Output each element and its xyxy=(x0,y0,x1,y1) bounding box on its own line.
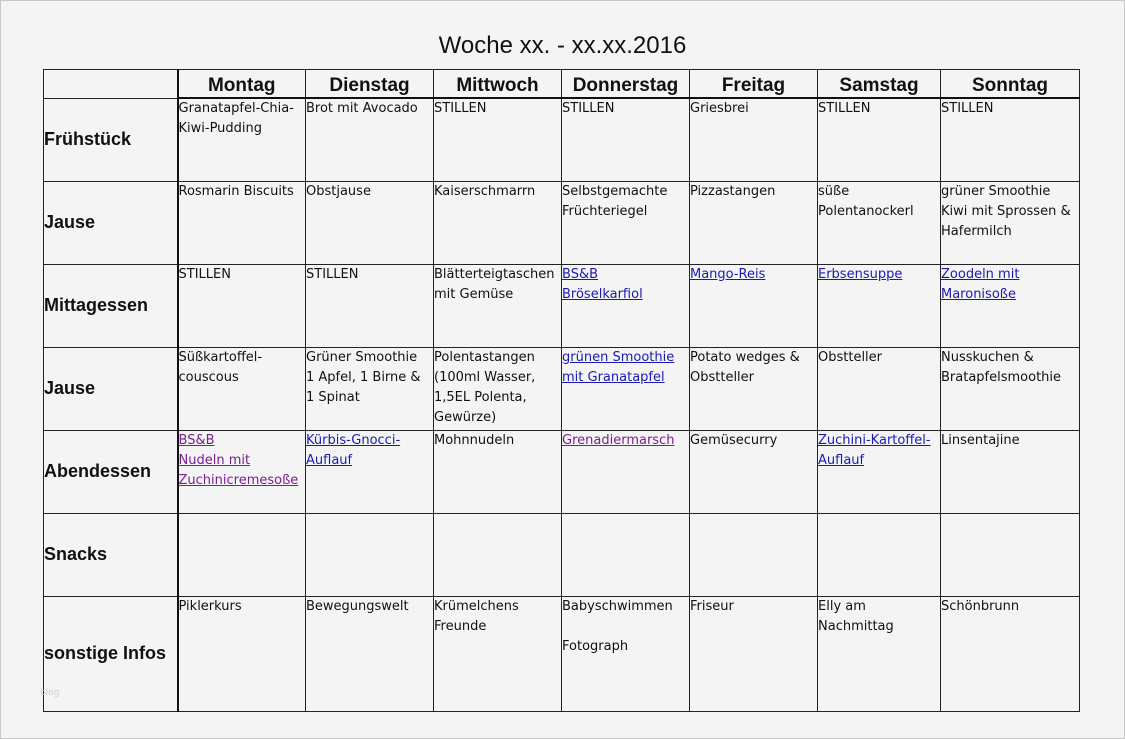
recipe-link[interactable]: grünen Smoothie mit Granatapfel xyxy=(562,349,675,385)
recipe-link[interactable]: BS&B Bröselkarfiol xyxy=(562,266,643,302)
meal-cell-sonntag xyxy=(941,596,1080,711)
meal-cell-mittwoch xyxy=(434,347,562,430)
meal-label: Jause xyxy=(44,181,178,264)
meal-cell-montag xyxy=(178,513,306,596)
meal-cell-donnerstag[interactable] xyxy=(562,264,690,347)
cell-text: Polentastangen (100ml Wasser, 1,5EL Polenta, Gewürze) xyxy=(434,349,536,425)
meal-cell-montag xyxy=(178,596,306,711)
meal-cell-montag[interactable] xyxy=(178,430,306,513)
meal-cell-mittwoch xyxy=(434,596,562,711)
meal-label: sonstige Infos xyxy=(44,596,178,711)
meal-cell-dienstag xyxy=(306,596,434,711)
cell-text: Elly am Nachmittag xyxy=(818,598,894,634)
meal-label: Jause xyxy=(44,347,178,430)
meal-cell-dienstag[interactable] xyxy=(306,430,434,513)
cell-text: Babyschwimmen Fotograph xyxy=(562,598,673,654)
cell-text: STILLEN xyxy=(818,101,871,116)
meal-cell-freitag[interactable] xyxy=(690,264,818,347)
cell-text: STILLEN xyxy=(306,266,359,282)
cell-text: Krümelchens Freunde xyxy=(434,598,519,634)
meal-cell-donnerstag[interactable] xyxy=(562,347,690,430)
page-title: Woche xx. - xx.xx.2016 xyxy=(438,32,687,59)
meal-cell-mittwoch xyxy=(434,513,562,596)
meal-cell-samstag xyxy=(818,513,941,596)
cell-text: Nusskuchen & Bratapfelsmoothie xyxy=(941,349,1062,385)
cell-text: Blätterteigtaschen mit Gemüse xyxy=(434,266,555,302)
cell-text: Granatapfel-Chia- Kiwi-Pudding xyxy=(178,101,294,136)
meal-label: Abendessen xyxy=(44,430,178,513)
meal-cell-sonntag xyxy=(941,98,1080,181)
header-row xyxy=(44,70,1080,99)
cell-text: Linsentajine xyxy=(941,432,1020,448)
cell-text: STILLEN xyxy=(562,101,615,116)
recipe-link[interactable]: Zuchini-Kartoffel- Auflauf xyxy=(818,432,931,468)
day-header-donnerstag: Donnerstag xyxy=(562,70,690,99)
meal-row xyxy=(44,430,1080,513)
weekly-meal-plan-table xyxy=(43,69,1080,712)
cell-text: Selbstgemachte Früchteriegel xyxy=(562,183,668,219)
meal-label: Snacks xyxy=(44,513,178,596)
cell-text: Pizzastangen xyxy=(690,183,776,199)
meal-row xyxy=(44,264,1080,347)
meal-cell-dienstag xyxy=(306,264,434,347)
meal-cell-samstag[interactable] xyxy=(818,430,941,513)
meal-cell-sonntag xyxy=(941,347,1080,430)
cell-text: Mohnnudeln xyxy=(434,432,515,448)
cell-text: süße Polentanockerl xyxy=(818,183,914,219)
meal-cell-sonntag xyxy=(941,181,1080,264)
cell-text: Griesbrei xyxy=(690,101,749,116)
recipe-link[interactable]: Kürbis-Gnocci- Auflauf xyxy=(306,432,401,468)
meal-cell-montag xyxy=(178,98,306,181)
meal-cell-freitag xyxy=(690,596,818,711)
meal-cell-samstag xyxy=(818,596,941,711)
meal-label: Frühstück xyxy=(44,98,178,181)
day-header-montag: Montag xyxy=(178,70,306,99)
meal-cell-montag xyxy=(178,264,306,347)
recipe-link[interactable]: Mango-Reis xyxy=(690,266,766,282)
meal-cell-freitag xyxy=(690,98,818,181)
cell-text: Obstteller xyxy=(818,349,883,365)
meal-cell-dienstag xyxy=(306,513,434,596)
cell-text: Friseur xyxy=(690,598,734,614)
meal-cell-freitag xyxy=(690,347,818,430)
cell-text: grüner Smoothie Kiwi mit Sprossen & Hafermilch xyxy=(941,183,1071,239)
meal-cell-samstag xyxy=(818,181,941,264)
meal-cell-samstag xyxy=(818,98,941,181)
meal-cell-donnerstag xyxy=(562,98,690,181)
meal-row xyxy=(44,181,1080,264)
meal-cell-samstag xyxy=(818,347,941,430)
cell-text: STILLEN xyxy=(941,101,994,116)
corner-cell xyxy=(44,70,178,99)
meal-cell-montag xyxy=(178,347,306,430)
meal-label: Mittagessen xyxy=(44,264,178,347)
meal-cell-donnerstag xyxy=(562,596,690,711)
watermark-blog: blog xyxy=(40,688,60,698)
cell-text: Brot mit Avocado xyxy=(306,101,418,116)
cell-text: Bewegungswelt xyxy=(306,598,409,614)
meal-cell-freitag xyxy=(690,513,818,596)
meal-cell-dienstag xyxy=(306,98,434,181)
meal-cell-sonntag xyxy=(941,430,1080,513)
meal-cell-dienstag xyxy=(306,347,434,430)
cell-text: Rosmarin Biscuits xyxy=(178,183,294,199)
recipe-link[interactable]: Erbsensuppe xyxy=(818,266,903,282)
meal-cell-donnerstag[interactable] xyxy=(562,430,690,513)
cell-text: Gemüsecurry xyxy=(690,432,778,448)
cell-text: Süßkartoffel- couscous xyxy=(178,349,263,385)
recipe-link[interactable]: Zoodeln mit Maronisoße xyxy=(941,266,1020,302)
meal-row xyxy=(44,98,1080,181)
meal-cell-donnerstag xyxy=(562,181,690,264)
recipe-link[interactable]: BS&B Nudeln mit Zuchinicremesoße xyxy=(178,432,299,488)
cell-text: STILLEN xyxy=(178,266,231,282)
recipe-link[interactable]: Grenadiermarsch xyxy=(562,432,675,448)
meal-cell-mittwoch xyxy=(434,430,562,513)
meal-cell-montag xyxy=(178,181,306,264)
meal-cell-mittwoch xyxy=(434,98,562,181)
meal-row xyxy=(44,596,1080,711)
day-header-freitag: Freitag xyxy=(690,70,818,99)
cell-text: STILLEN xyxy=(434,101,487,116)
cell-text: Obstjause xyxy=(306,183,371,199)
meal-row xyxy=(44,347,1080,430)
meal-cell-samstag[interactable] xyxy=(818,264,941,347)
cell-text: Kaiserschmarrn xyxy=(434,183,536,199)
meal-cell-sonntag[interactable] xyxy=(941,264,1080,347)
day-header-samstag: Samstag xyxy=(818,70,941,99)
cell-text: Piklerkurs xyxy=(178,598,242,614)
meal-cell-mittwoch xyxy=(434,264,562,347)
day-header-sonntag: Sonntag xyxy=(941,70,1080,99)
meal-cell-freitag xyxy=(690,181,818,264)
cell-text: Grüner Smoothie 1 Apfel, 1 Birne & 1 Spinat xyxy=(306,349,421,405)
cell-text: Potato wedges & Obstteller xyxy=(690,349,800,385)
meal-cell-donnerstag xyxy=(562,513,690,596)
day-header-mittwoch: Mittwoch xyxy=(434,70,562,99)
cell-text: Schönbrunn xyxy=(941,598,1020,614)
meal-cell-dienstag xyxy=(306,181,434,264)
meal-cell-mittwoch xyxy=(434,181,562,264)
meal-row xyxy=(44,513,1080,596)
meal-cell-sonntag xyxy=(941,513,1080,596)
meal-cell-freitag xyxy=(690,430,818,513)
day-header-dienstag: Dienstag xyxy=(306,70,434,99)
